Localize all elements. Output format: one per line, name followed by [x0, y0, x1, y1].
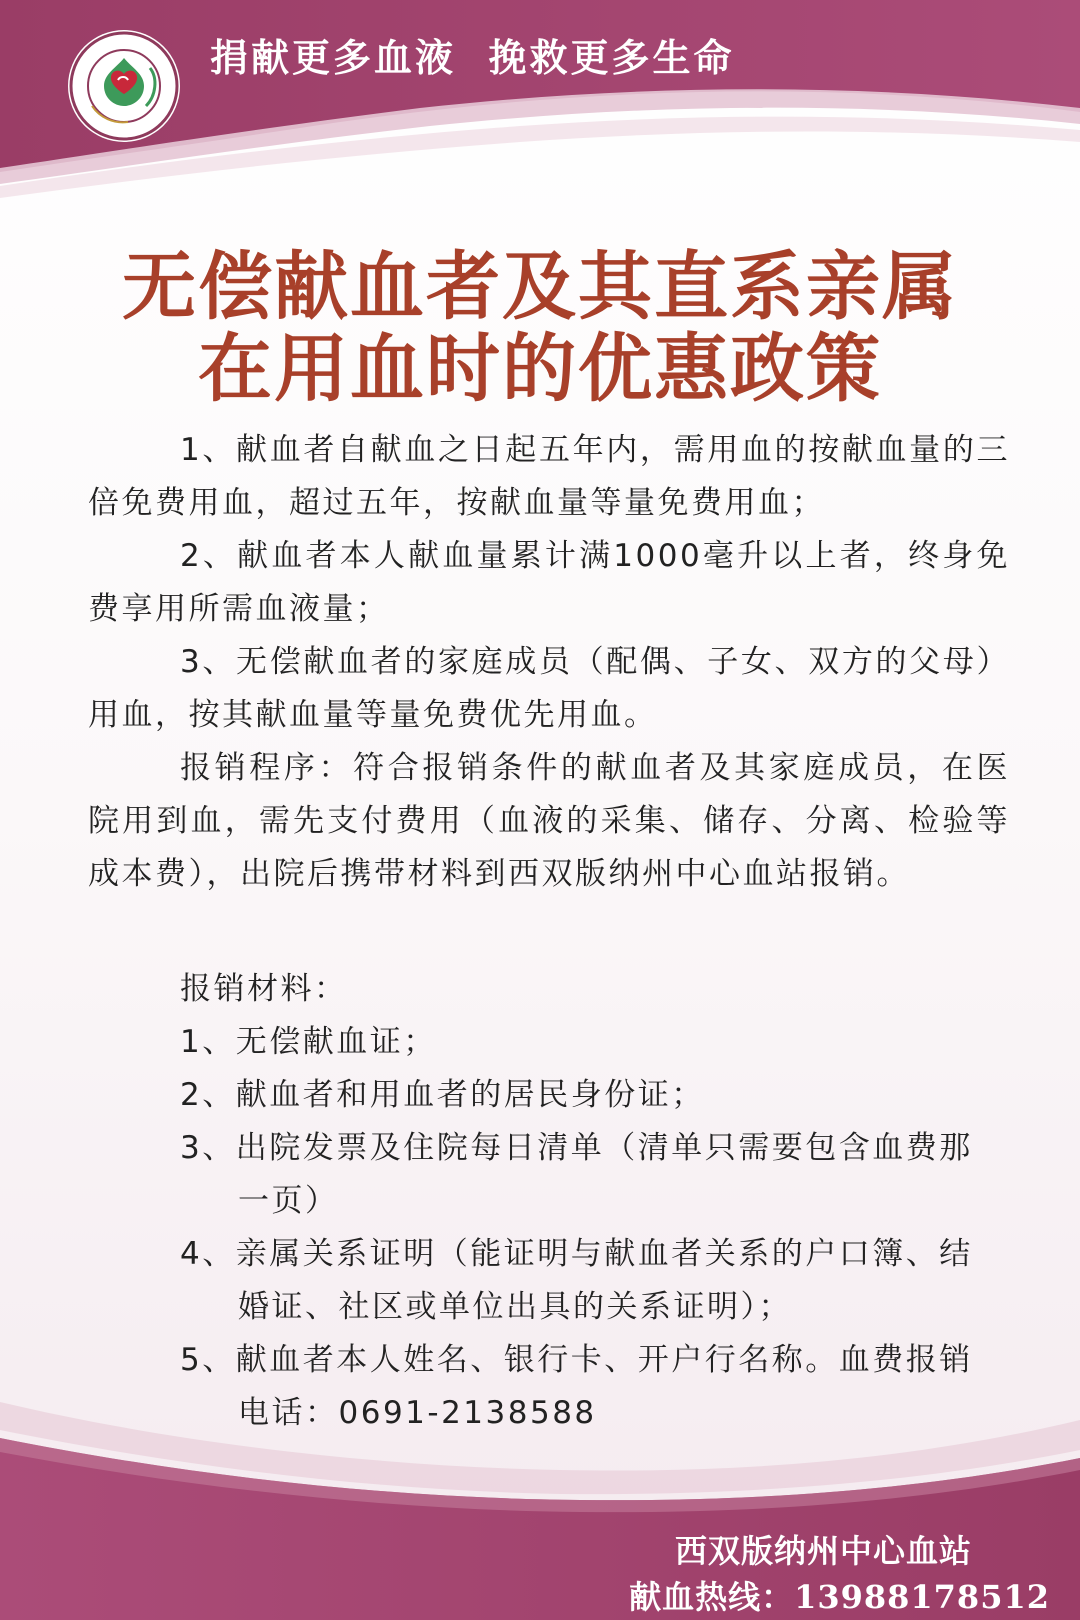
materials-item-5: 5、献血者本人姓名、银行卡、开户行名称。血费报销电话：0691-2138588	[180, 1342, 973, 1431]
page-title-line-2: 在用血时的优惠政策	[198, 326, 882, 412]
footer-hotline: 献血热线：13988178512	[629, 1578, 1050, 1616]
policy-paragraph-1: 1、献血者自献血之日起五年内，需用血的按献血量的三倍免费用血，超过五年，按献血量等量免费用血；	[88, 432, 1010, 521]
page-title-line-1: 无偿献血者及其直系亲属	[122, 244, 958, 330]
materials-item-4: 4、亲属关系证明（能证明与献血者关系的户口簿、结婚证、社区或单位出具的关系证明）；	[180, 1236, 973, 1325]
reimbursement-materials	[180, 963, 980, 1440]
blood-station-logo	[66, 28, 182, 144]
materials-item-3: 3、出院发票及住院每日清单（清单只需要包含血费那一页）	[180, 1130, 973, 1219]
policy-paragraph-2: 2、献血者本人献血量累计满1000毫升以上者，终身免费享用所需血液量；	[88, 538, 1010, 627]
materials-item-1: 1、无偿献血证；	[180, 1024, 437, 1060]
header-slogan: 捐献更多血液 挽救更多生命	[210, 35, 735, 80]
policy-paragraph-3: 3、无偿献血者的家庭成员（配偶、子女、双方的父母）用血，按其献血量等量免费优先用血。	[88, 644, 1010, 733]
materials-heading: 报销材料：	[180, 971, 348, 1007]
policy-body	[88, 424, 1010, 901]
footer-organization: 西双版纳州中心血站	[674, 1532, 972, 1570]
reimbursement-procedure: 报销程序：符合报销条件的献血者及其家庭成员，在医院用到血，需先支付费用（血液的采集、储存、分离、检验等成本费），出院后携带材料到西双版纳州中心血站报销。	[88, 750, 1010, 892]
materials-item-2: 2、献血者和用血者的居民身份证；	[180, 1077, 705, 1113]
